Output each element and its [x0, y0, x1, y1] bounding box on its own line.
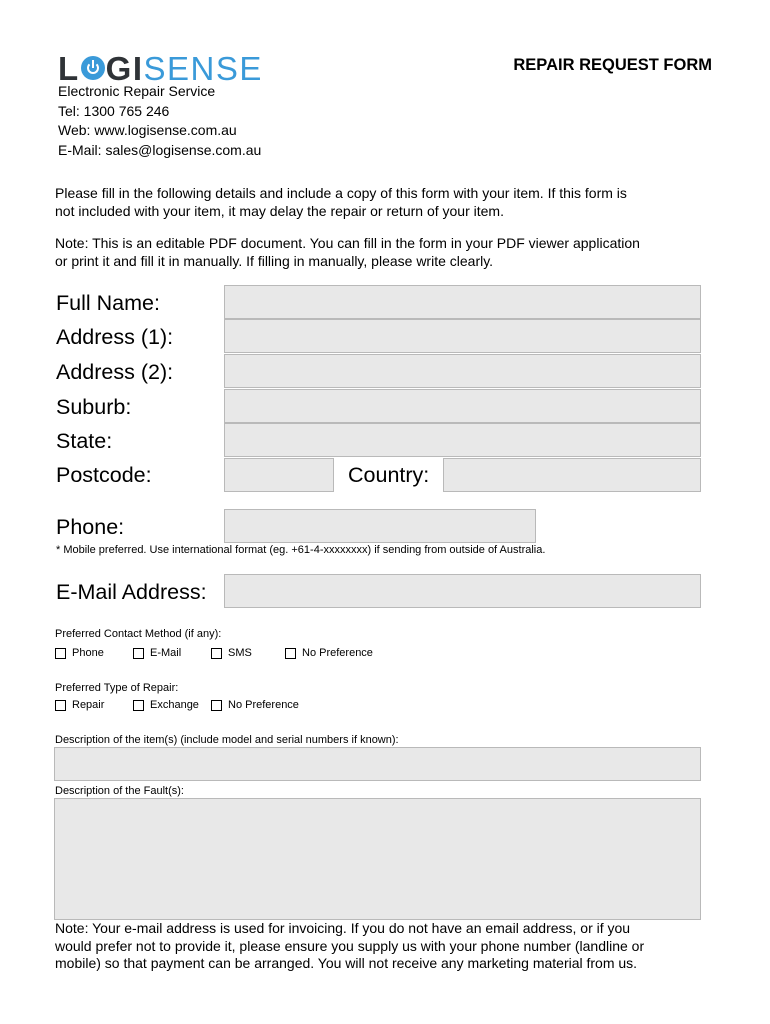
- suburb-field[interactable]: [224, 389, 701, 423]
- intro-paragraph: [55, 184, 715, 220]
- intro-line: Please fill in the following details and include a copy of this form with your item. If this form is: [55, 185, 627, 201]
- repair-type-label: Preferred Type of Repair:: [55, 682, 179, 694]
- phone-note: * Mobile preferred. Use international format (eg. +61-4-xxxxxxxx) if sending from outside of Australia.: [56, 544, 546, 556]
- item-description-label: Description of the item(s) (include model and serial numbers if known):: [55, 734, 399, 746]
- address2-label: Address (2):: [56, 360, 174, 384]
- address2-field[interactable]: [224, 354, 701, 388]
- footer-note: [55, 920, 715, 973]
- service-name: Electronic Repair Service: [58, 83, 216, 99]
- checkbox[interactable]: [55, 700, 66, 711]
- checkbox[interactable]: [211, 700, 222, 711]
- fault-description-label: Description of the Fault(s):: [55, 785, 184, 797]
- postcode-label: Postcode:: [56, 463, 152, 487]
- website: Web: www.logisense.com.au: [58, 122, 237, 138]
- address1-field[interactable]: [224, 319, 701, 353]
- email-contact: E-Mail: sales@logisense.com.au: [58, 141, 262, 158]
- logo-text-l: L: [58, 49, 80, 87]
- repair-option-repair[interactable]: [55, 699, 104, 711]
- intro-line: not included with your item, it may delay the repair or return of your item.: [55, 203, 504, 219]
- option-label: No Preference: [302, 647, 373, 659]
- phone-field[interactable]: [224, 509, 536, 543]
- logisense-logo: [58, 50, 263, 86]
- suburb-label: Suburb:: [56, 395, 132, 419]
- note-line: Note: This is an editable PDF document. You can fill in the form in your PDF viewer application: [55, 235, 640, 251]
- contact-method-label: Preferred Contact Method (if any):: [55, 628, 222, 640]
- country-label: Country:: [348, 463, 430, 487]
- contact-option-phone[interactable]: [55, 647, 104, 659]
- telephone: Tel: 1300 765 246: [58, 102, 170, 119]
- checkbox[interactable]: [55, 648, 66, 659]
- footer-line: Note: Your e-mail address is used for invoicing. If you do not have an email address, or if you: [55, 920, 631, 936]
- option-label: E-Mail: [150, 647, 182, 659]
- logo-text-sense: SENSE: [143, 49, 263, 87]
- option-label: Exchange: [150, 699, 199, 711]
- footer-line: would prefer not to provide it, please ensure you supply us with your phone number (landline or: [55, 937, 645, 954]
- option-label: Repair: [72, 699, 105, 711]
- repair-option-exchange[interactable]: [133, 699, 199, 711]
- option-label: No Preference: [228, 699, 299, 711]
- email-field[interactable]: [224, 574, 701, 608]
- phone-label: Phone:: [56, 515, 125, 539]
- state-label: State:: [56, 429, 113, 453]
- footer-line: mobile) so that payment can be arranged. You will not receive any marketing material from us.: [55, 955, 638, 971]
- repair-option-no-preference[interactable]: [211, 699, 299, 711]
- contact-option-sms[interactable]: [211, 647, 252, 659]
- contact-option-no-preference[interactable]: [285, 647, 373, 659]
- email-label: E-Mail Address:: [56, 580, 207, 604]
- note-line: or print it and fill it in manually. If filling in manually, please write clearly.: [55, 253, 494, 269]
- item-description-field[interactable]: [54, 747, 701, 781]
- full-name-label: Full Name:: [56, 291, 160, 315]
- checkbox[interactable]: [285, 648, 296, 659]
- checkbox[interactable]: [133, 648, 144, 659]
- checkbox[interactable]: [211, 648, 222, 659]
- contact-option-email[interactable]: [133, 647, 181, 659]
- editable-note: [55, 234, 715, 270]
- option-label: Phone: [72, 647, 104, 659]
- logo-text-gi: GI: [105, 49, 144, 87]
- full-name-field[interactable]: [224, 285, 701, 319]
- country-field[interactable]: [443, 458, 701, 492]
- postcode-field[interactable]: [224, 458, 334, 492]
- checkbox[interactable]: [133, 700, 144, 711]
- address1-label: Address (1):: [56, 325, 174, 349]
- fault-description-field[interactable]: [54, 798, 701, 920]
- contact-block: [58, 82, 261, 160]
- power-icon: [81, 56, 105, 80]
- state-field[interactable]: [224, 423, 701, 457]
- form-title: REPAIR REQUEST FORM: [513, 56, 712, 74]
- option-label: SMS: [228, 647, 252, 659]
